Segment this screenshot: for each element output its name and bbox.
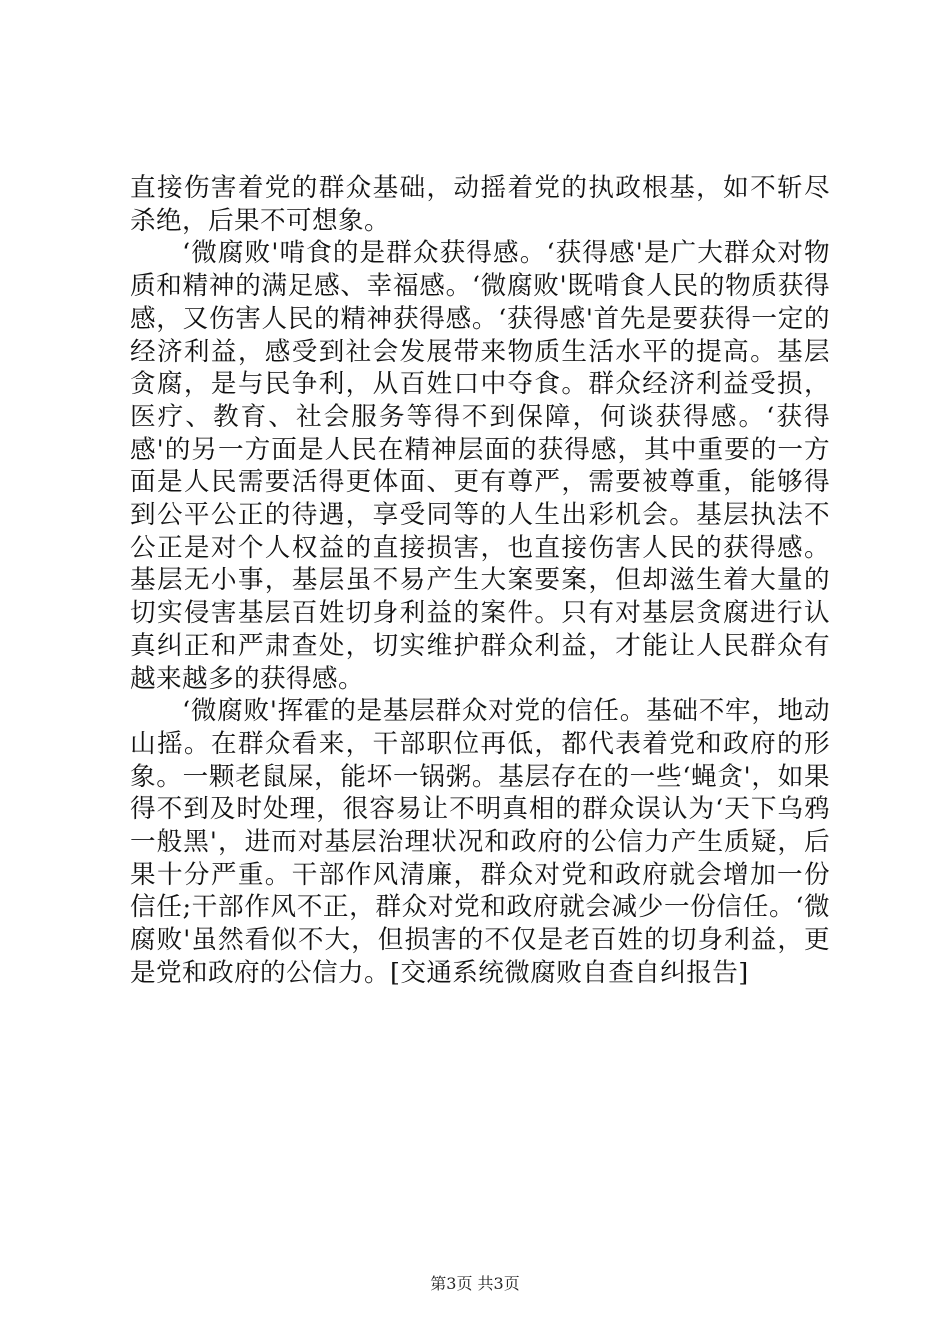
- paragraph-continuation: 直接伤害着党的群众基础，动摇着党的执政根基，如不斩尽杀绝，后果不可想象。: [130, 173, 830, 236]
- paragraph-trust: ‘微腐败'挥霍的是基层群众对党的信任。基础不牢，地动山摇。在群众看来，干部职位再低，都代表着党和政府的形象。一颗老鼠屎，能坏一锅粥。基层存在的一些‘蝇贪'，如果得不到及时处理，很容易让不明真相的群众误认为‘天下乌鸦一般黑'，进而对基层治理状况和政府的公信力产生质疑，后果十分严重。干部作风清廉，群众对党和政府就会增加一份信任;干部作风不正，群众对党和政府就会减少一份信任。‘微腐败'虽然看似不大，但损害的不仅是老百姓的切身利益，更是党和政府的公信力。[交通系统微腐败自查自纠报告]: [130, 696, 830, 988]
- document-body: [130, 172, 830, 990]
- paragraph-gain-sense: ‘微腐败'啃食的是群众获得感。‘获得感'是广大群众对物质和精神的满足感、幸福感。‘微腐败'既啃食人民的物质获得感，又伤害人民的精神获得感。‘获得感'首先是要获得一定的经济利益，感受到社会发展带来物质生活水平的提高。基层贪腐，是与民争利，从百姓口中夺食。群众经济利益受损，医疗、教育、社会服务等得不到保障，何谈获得感。‘获得感'的另一方面是人民在精神层面的获得感，其中重要的一方面是人民需要活得更体面、更有尊严，需要被尊重，能够得到公平公正的待遇，享受同等的人生出彩机会。基层执法不公正是对个人权益的直接损害，也直接伤害人民的获得感。基层无小事，基层虽不易产生大案要案，但却滋生着大量的切实侵害基层百姓切身利益的案件。只有对基层贪腐进行认真纠正和严肃查处，切实维护群众利益，才能让人民群众有越来越多的获得感。: [130, 238, 830, 694]
- page-number-footer: 第3页 共3页: [430, 1274, 520, 1293]
